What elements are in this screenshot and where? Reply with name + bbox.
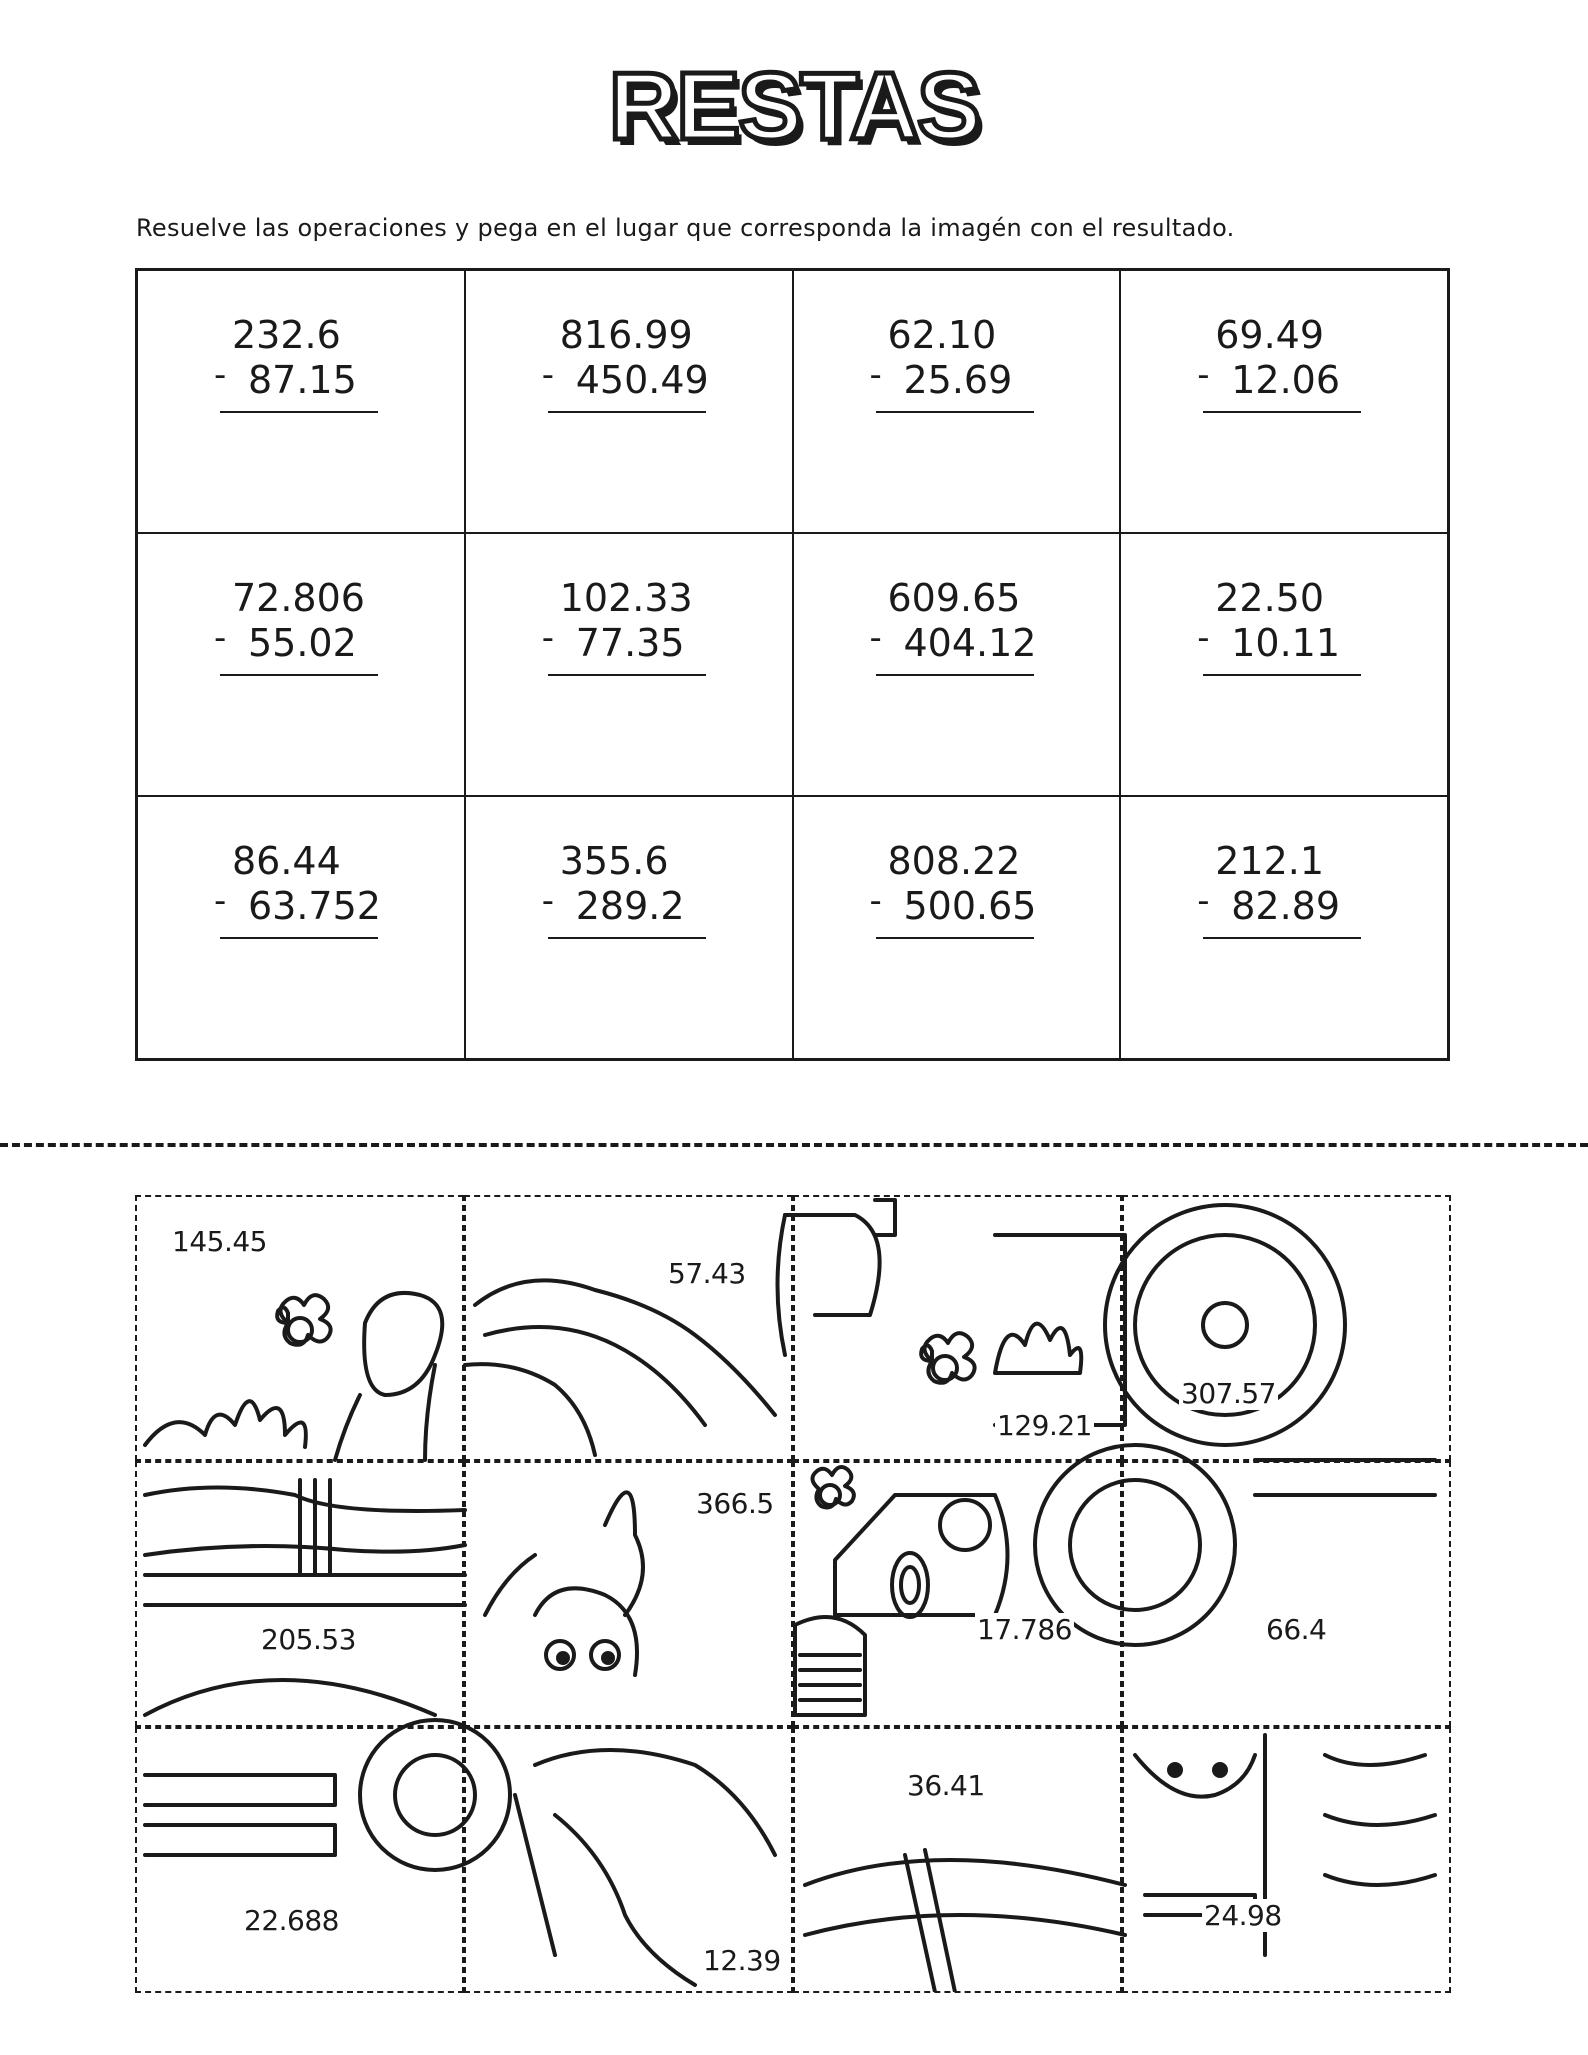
- minuend: 212.1: [1215, 839, 1325, 883]
- subtrahend: 289.2: [575, 884, 685, 928]
- minus-sign: -: [869, 355, 882, 395]
- piece-value: 307.57: [1181, 1377, 1276, 1410]
- answer-line: [876, 937, 1034, 939]
- minuend: 86.44: [232, 839, 341, 883]
- puzzle-piece[interactable]: [793, 1727, 1122, 1993]
- puzzle-piece[interactable]: [464, 1727, 793, 1993]
- puzzle-area: [135, 1195, 1450, 1992]
- puzzle-piece[interactable]: [1122, 1727, 1451, 1993]
- piece-value: 366.5: [696, 1487, 774, 1520]
- subtrahend: 63.752: [248, 884, 381, 928]
- problem-cell: [465, 533, 793, 796]
- answer-line: [220, 674, 378, 676]
- minus-sign: -: [214, 618, 227, 658]
- piece-value: 205.53: [261, 1623, 356, 1656]
- answer-line: [220, 411, 378, 413]
- minuend: 355.6: [559, 839, 669, 883]
- puzzle-piece[interactable]: [464, 1461, 793, 1727]
- subtrahend: 55.02: [248, 621, 357, 665]
- minuend: 816.99: [559, 313, 693, 357]
- piece-value: 12.39: [703, 1944, 781, 1977]
- problem-cell: [465, 270, 793, 533]
- puzzle-piece[interactable]: [464, 1195, 793, 1461]
- problem-cell: [137, 796, 465, 1059]
- subtrahend: 82.89: [1231, 884, 1341, 928]
- answer-line: [1203, 411, 1361, 413]
- answer-line: [876, 674, 1034, 676]
- page-title: RESTAS: [608, 53, 980, 160]
- answer-line: [876, 411, 1034, 413]
- minuend: 102.33: [559, 576, 693, 620]
- minuend: 72.806: [232, 576, 365, 620]
- minuend: 232.6: [232, 313, 341, 357]
- answer-line: [1203, 937, 1361, 939]
- problem-cell: [465, 796, 793, 1059]
- minus-sign: -: [1197, 355, 1210, 395]
- minuend: 62.10: [887, 313, 997, 357]
- answer-line: [1203, 674, 1361, 676]
- problem-cell: [1120, 270, 1448, 533]
- piece-value: 145.45: [172, 1225, 267, 1258]
- puzzle-piece[interactable]: [135, 1461, 464, 1727]
- piece-value: 129.21: [997, 1409, 1092, 1442]
- answer-line: [548, 411, 706, 413]
- puzzle-piece[interactable]: [135, 1195, 464, 1461]
- puzzle-piece[interactable]: [1122, 1461, 1451, 1727]
- cut-line: [0, 1143, 1588, 1147]
- minuend: 22.50: [1215, 576, 1325, 620]
- answer-line: [548, 937, 706, 939]
- subtrahend: 404.12: [903, 621, 1037, 665]
- puzzle-piece[interactable]: [135, 1727, 464, 1993]
- instructions-text: Resuelve las operaciones y pega en el lugar que corresponda la imagén con el resultado.: [136, 214, 1235, 242]
- minuend: 808.22: [887, 839, 1021, 883]
- subtrahend: 87.15: [248, 358, 357, 402]
- piece-value: 17.786: [977, 1613, 1072, 1646]
- problems-grid: [135, 268, 1450, 1061]
- subtrahend: 25.69: [903, 358, 1013, 402]
- puzzle-piece[interactable]: [793, 1195, 1122, 1461]
- minuend: 69.49: [1215, 313, 1325, 357]
- minus-sign: -: [214, 881, 227, 921]
- answer-line: [548, 674, 706, 676]
- piece-value: 36.41: [907, 1769, 985, 1802]
- problem-cell: [137, 533, 465, 796]
- minus-sign: -: [869, 618, 882, 658]
- answer-line: [220, 937, 378, 939]
- minus-sign: -: [214, 355, 227, 395]
- minuend: 609.65: [887, 576, 1021, 620]
- problem-cell: [1120, 533, 1448, 796]
- subtrahend: 10.11: [1231, 621, 1341, 665]
- problem-cell: [793, 270, 1121, 533]
- minus-sign: -: [541, 881, 555, 921]
- problem-cell: [1120, 796, 1448, 1059]
- subtrahend: 77.35: [575, 621, 685, 665]
- subtrahend: 500.65: [903, 884, 1037, 928]
- puzzle-piece[interactable]: [1122, 1195, 1451, 1461]
- problem-cell: [793, 533, 1121, 796]
- puzzle-piece[interactable]: [793, 1461, 1122, 1727]
- minus-sign: -: [541, 355, 555, 395]
- piece-value: 66.4: [1266, 1613, 1327, 1646]
- minus-sign: -: [1197, 618, 1210, 658]
- piece-value: 22.688: [244, 1904, 339, 1937]
- minus-sign: -: [869, 881, 882, 921]
- problem-cell: [793, 796, 1121, 1059]
- piece-value: 57.43: [668, 1257, 746, 1290]
- minus-sign: -: [541, 618, 555, 658]
- subtrahend: 450.49: [575, 358, 709, 402]
- problem-cell: [137, 270, 465, 533]
- subtrahend: 12.06: [1231, 358, 1341, 402]
- minus-sign: -: [1197, 881, 1210, 921]
- piece-value: 24.98: [1204, 1899, 1282, 1932]
